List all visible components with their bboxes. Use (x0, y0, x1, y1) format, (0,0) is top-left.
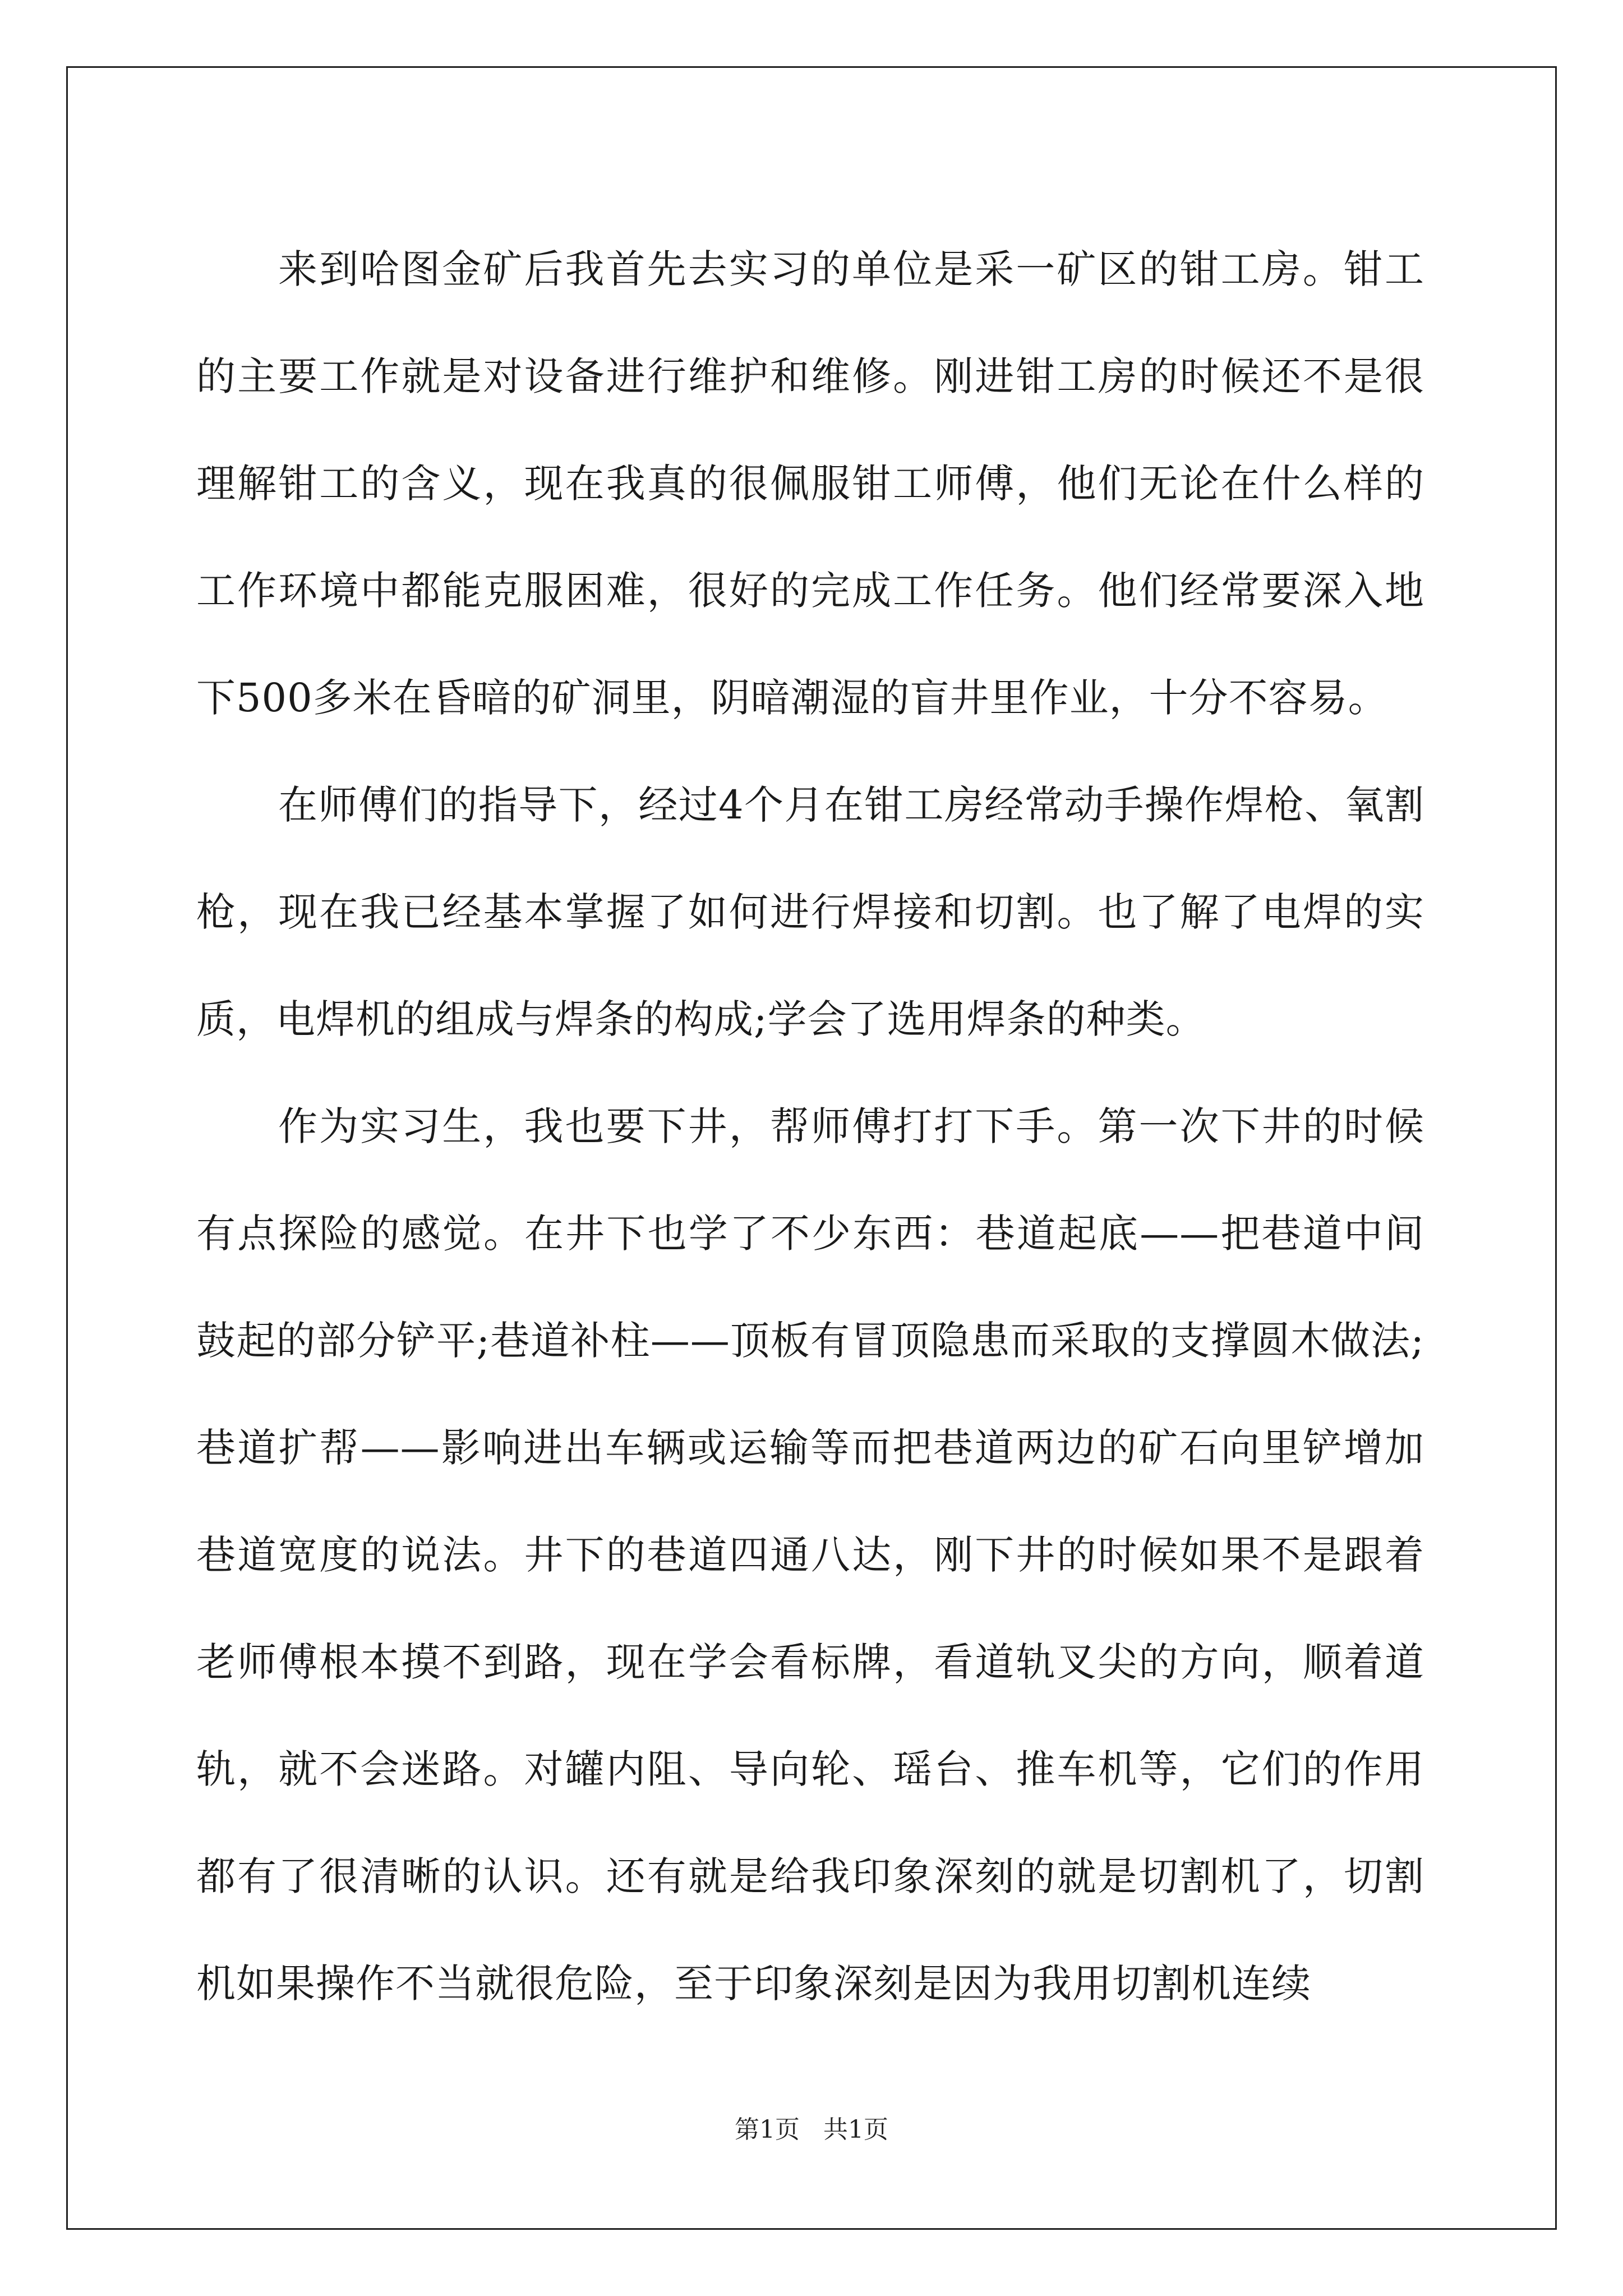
document-body (196, 216, 1424, 2037)
paragraph-3: 作为实习生，我也要下井，帮师傅打打下手。第一次下井的时候有点探险的感觉。在井下也学了不少东西：巷道起底——把巷道中间鼓起的部分铲平;巷道补柱——顶板有冒顶隐患而采取的支撑圆木做法;巷道扩帮——影响进出车辆或运输等而把巷道两边的矿石向里铲增加巷道宽度的说法。井下的巷道四通八达，刚下井的时候如果不是跟着老师傅根本摸不到路，现在学会看标牌，看道轨叉尖的方向，顺着道轨，就不会迷路。对罐内阻、导向轮、瑶台、推车机等，它们的作用都有了很清晰的认识。还有就是给我印象深刻的就是切割机了，切割机如果操作不当就很危险，至于印象深刻是因为我用切割机连续 (196, 1103, 1424, 2007)
page-number-footer: 第1页 共1页 (735, 2115, 888, 2144)
paragraph-1: 来到哈图金矿后我首先去实习的单位是采一矿区的钳工房。钳工的主要工作就是对设备进行维护和维修。刚进钳工房的时候还不是很理解钳工的含义，现在我真的很佩服钳工师傅，他们无论在什么样的工作环境中都能克服困难，很好的完成工作任务。他们经常要深入地下500多米在昏暗的矿洞里，阴暗潮湿的盲井里作业，十分不容易。 (196, 246, 1424, 721)
paragraph-2: 在师傅们的指导下，经过4个月在钳工房经常动手操作焊枪、氧割枪，现在我已经基本掌握了如何进行焊接和切割。也了解了电焊的实质，电焊机的组成与焊条的构成;学会了选用焊条的种类。 (196, 782, 1424, 1042)
